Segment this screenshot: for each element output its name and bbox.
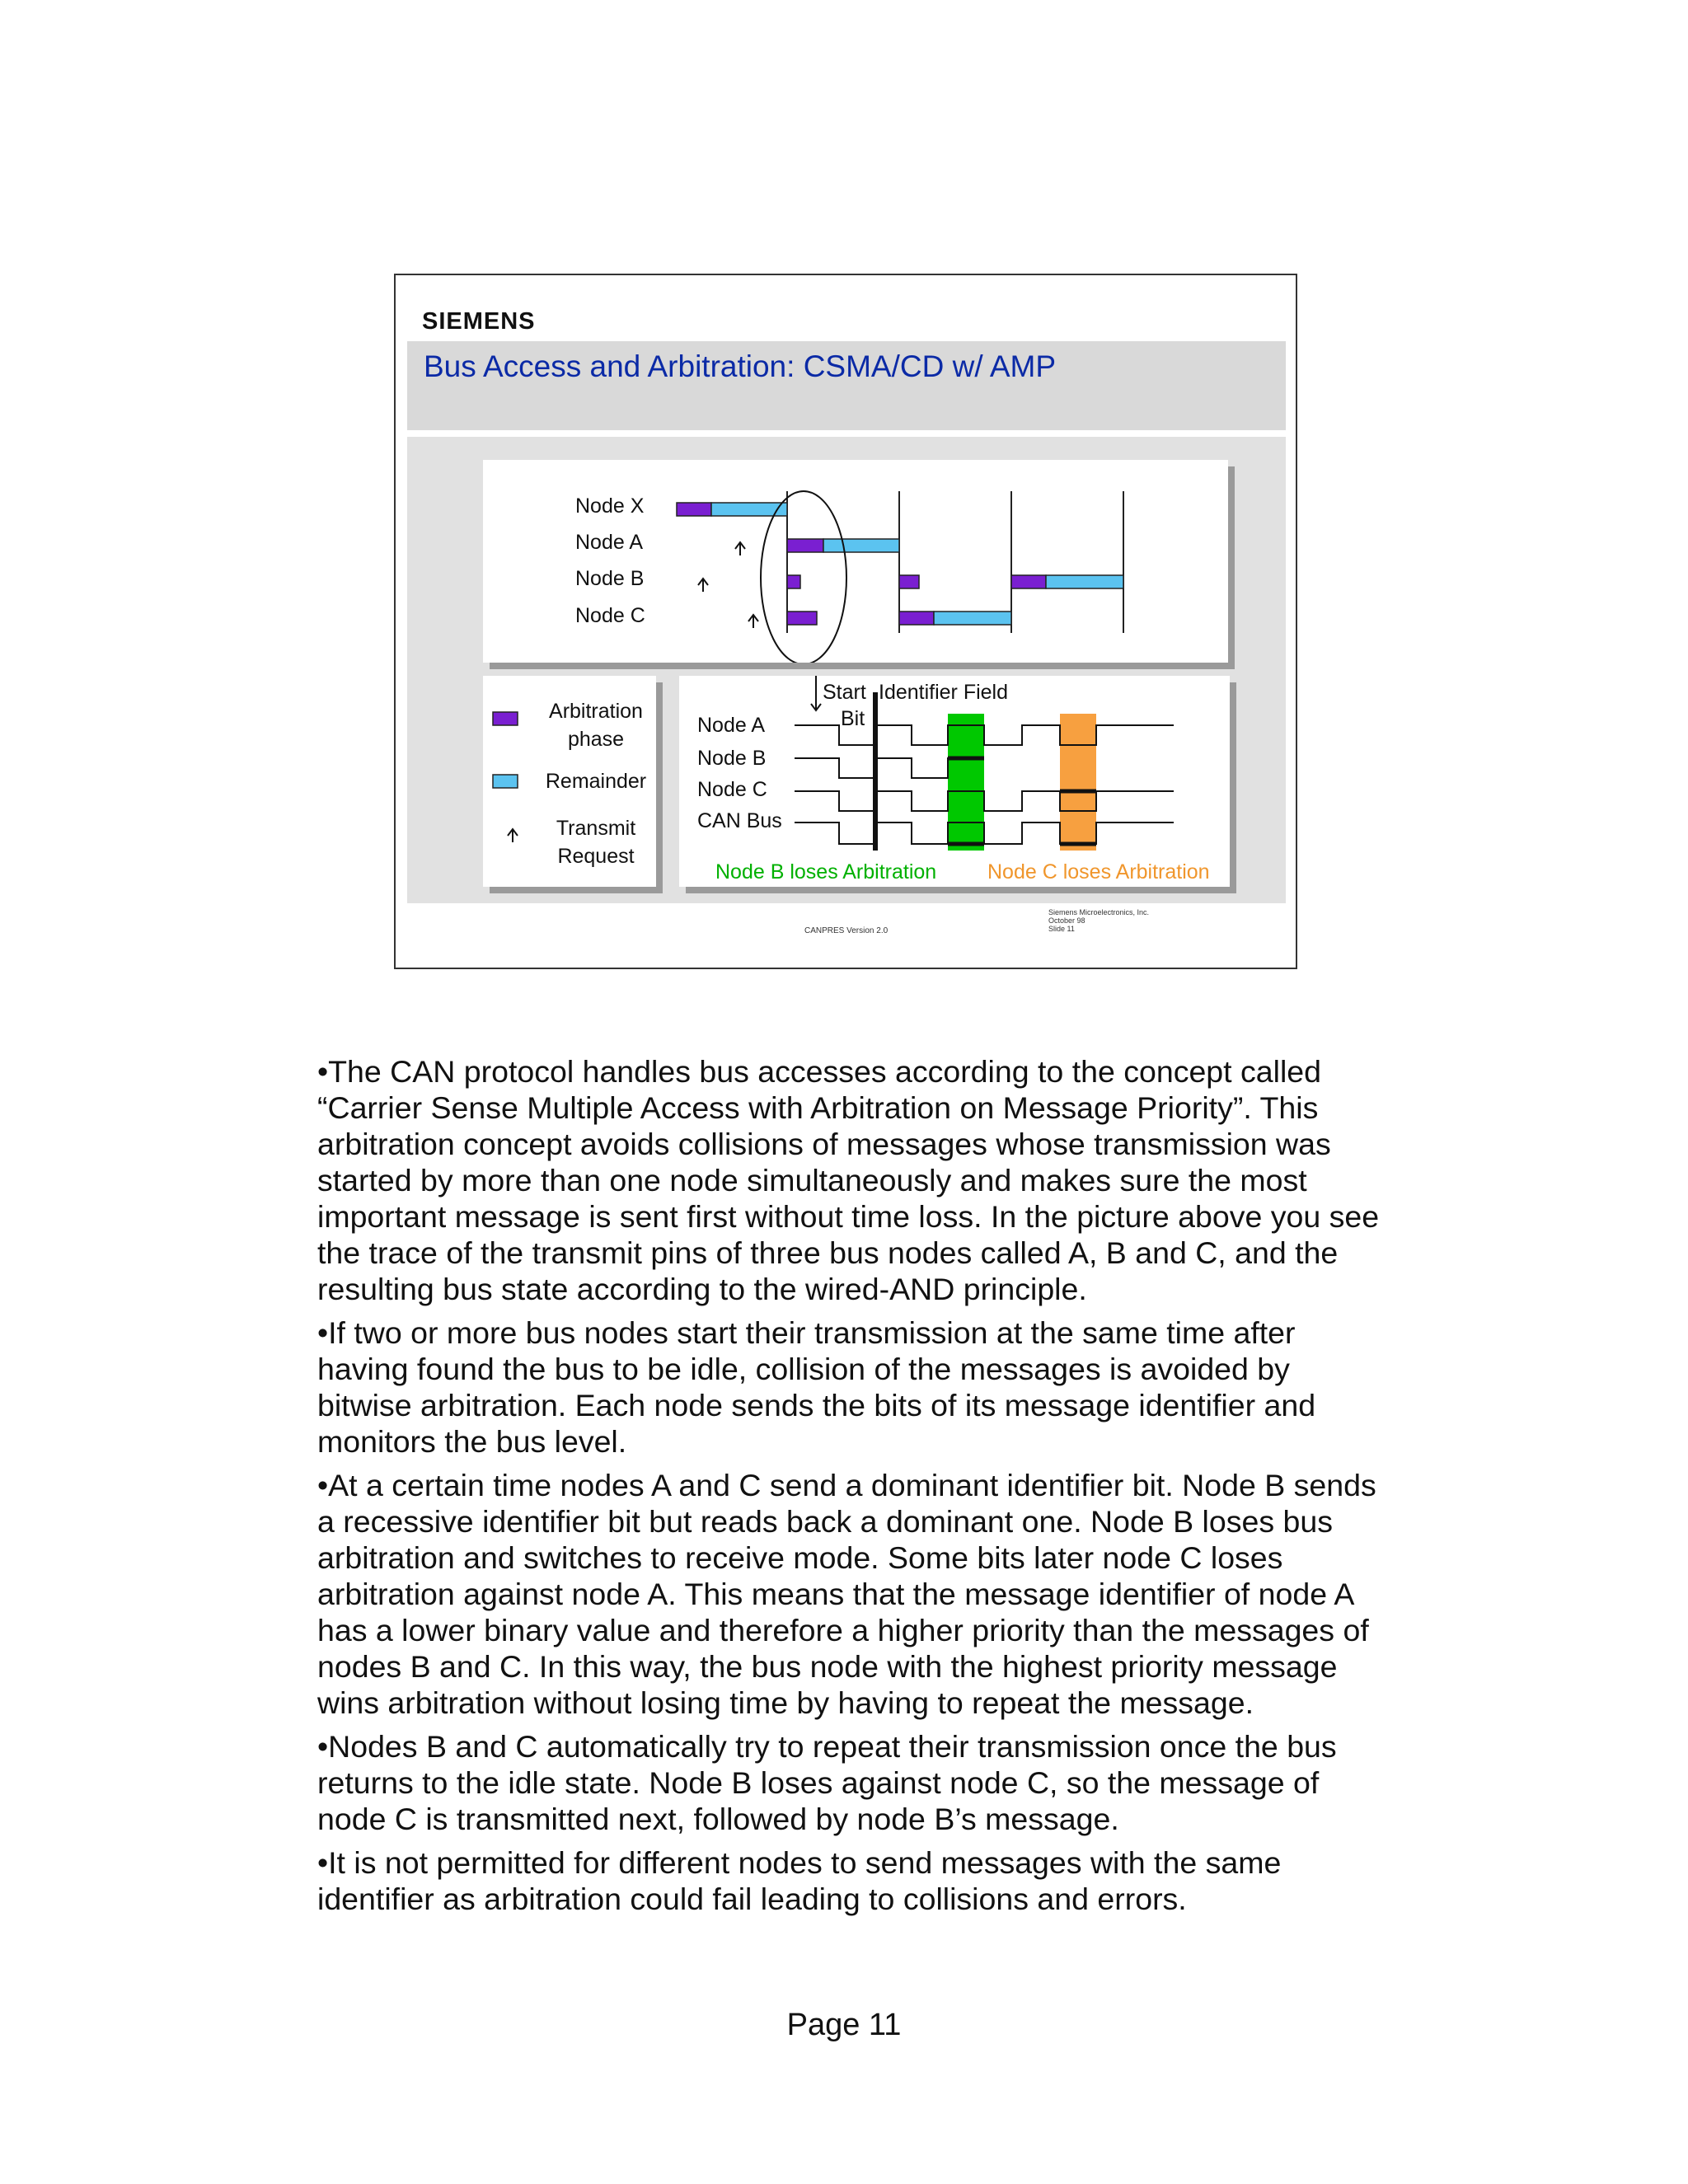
slide-figure xyxy=(394,274,1297,969)
start-bit-arrow xyxy=(811,676,821,710)
bit-node-c-label: Node C xyxy=(697,778,767,801)
node-a-trace xyxy=(795,725,1174,745)
bit-can-bus-label: CAN Bus xyxy=(697,809,782,832)
node-b-arbitration-1 xyxy=(787,575,800,588)
arbitration-legend-swatch xyxy=(493,712,518,725)
node-a-arbitration xyxy=(787,539,823,552)
node-c-trace xyxy=(795,791,1174,811)
notes-paragraph: •At a certain time nodes A and C send a dominant identifier bit. Node B sends a recessive identifier bit but reads back a dominant one. Node B loses bus arbitration and switches to receive mode. Some bits later node C loses arbitration against node A. This means that the message identifier of node A has a lower binary value and therefore a higher priority than the messages of nodes B and C. In this way, the bus node with the highest priority message wins arbitration without losing time by having to repeat the message. xyxy=(317,1468,1376,1720)
node-b-loses-label: Node B loses Arbitration xyxy=(715,860,937,883)
transmit-legend-arrow-icon xyxy=(508,829,518,842)
node-b-arbitration-3 xyxy=(1011,575,1046,588)
slide-body xyxy=(407,437,1286,903)
transmit-request-arrow-b xyxy=(698,579,708,592)
footer-date: October 98 xyxy=(1048,916,1085,925)
bit-node-b-label: Node B xyxy=(697,747,767,770)
speaker-notes xyxy=(317,1053,1389,1924)
node-b-arbitration-2 xyxy=(899,575,919,588)
transmit-request-arrow-a xyxy=(735,542,745,555)
bit-timing-chart xyxy=(679,676,1230,887)
bit-level-panel xyxy=(679,676,1230,887)
title-band xyxy=(407,341,1286,430)
footer-slide-number: Slide 11 xyxy=(1048,925,1075,933)
top-node-a-label: Node A xyxy=(575,531,644,554)
legend-arbitration-label: Arbitration phase xyxy=(549,700,643,751)
legend-panel xyxy=(483,676,656,887)
footer-version: CANPRES Version 2.0 xyxy=(804,926,889,935)
transmit-request-arrow-c xyxy=(748,615,758,628)
page-number: Page 11 xyxy=(786,2008,902,2042)
node-a-remainder xyxy=(823,539,899,552)
footer-company xyxy=(1048,908,1149,933)
bit-label: Bit xyxy=(841,707,865,730)
node-c-loses-label: Node C loses Arbitration xyxy=(987,860,1210,883)
slide-title: Bus Access and Arbitration: CSMA/CD w/ AMP xyxy=(424,349,1057,383)
node-c-remainder xyxy=(934,612,1011,625)
notes-paragraph: •It is not permitted for different nodes to send messages with the same identifier as arbitration could fail leading to collisions and errors. xyxy=(317,1845,1282,1916)
start-label: Start xyxy=(823,681,866,704)
legend-remainder-label: Remainder xyxy=(545,770,647,793)
node-b-remainder xyxy=(1046,575,1123,588)
legend-transmit-label: Transmit Request xyxy=(556,817,636,868)
node-x-arbitration xyxy=(677,503,711,516)
node-c-arbitration-column xyxy=(1060,714,1096,851)
footer-company-name: Siemens Microelectronics, Inc. xyxy=(1048,908,1150,916)
node-x-remainder xyxy=(711,503,787,516)
node-c-arbitration-2 xyxy=(899,612,934,625)
notes-paragraph: •If two or more bus nodes start their transmission at the same time after having found the bus to be idle, collision of the messages is avoided by bitwise arbitration. Each node sends the bits of its message identifier and monitors the bus level. xyxy=(317,1315,1316,1459)
top-node-x-label: Node X xyxy=(575,494,645,518)
top-timing-panel xyxy=(483,460,1228,663)
node-c-arbitration-1 xyxy=(787,612,817,625)
notes-paragraph: •Nodes B and C automatically try to repeat their transmission once the bus returns to the idle state. Node B loses against node C, so the message of node C is transmitted next, followed by node B’s message. xyxy=(317,1729,1337,1836)
notes-paragraph: •The CAN protocol handles bus accesses according to the concept called “Carrier Sense Multiple Access with Arbitration on Message Priority”. This arbitration concept avoids collisions of messages whose transmission was started by more than one node simultaneously and makes sure the most important message is sent first without time loss. In the picture above you see the trace of the transmit pins of three bus nodes called A, B and C, and the resulting bus state according to the wired-AND principle. xyxy=(317,1054,1380,1306)
node-b-arbitration-column xyxy=(948,714,984,851)
top-node-b-label: Node B xyxy=(575,567,645,590)
top-timing-chart xyxy=(483,460,1228,663)
arbitration-highlight-ellipse xyxy=(761,491,846,663)
can-bus-trace xyxy=(795,823,1174,844)
remainder-legend-swatch xyxy=(493,775,518,788)
top-node-c-label: Node C xyxy=(575,604,645,627)
bit-node-a-label: Node A xyxy=(697,714,766,737)
siemens-logo: SIEMENS xyxy=(422,308,536,335)
identifier-field-label: Identifier Field xyxy=(879,681,1009,704)
